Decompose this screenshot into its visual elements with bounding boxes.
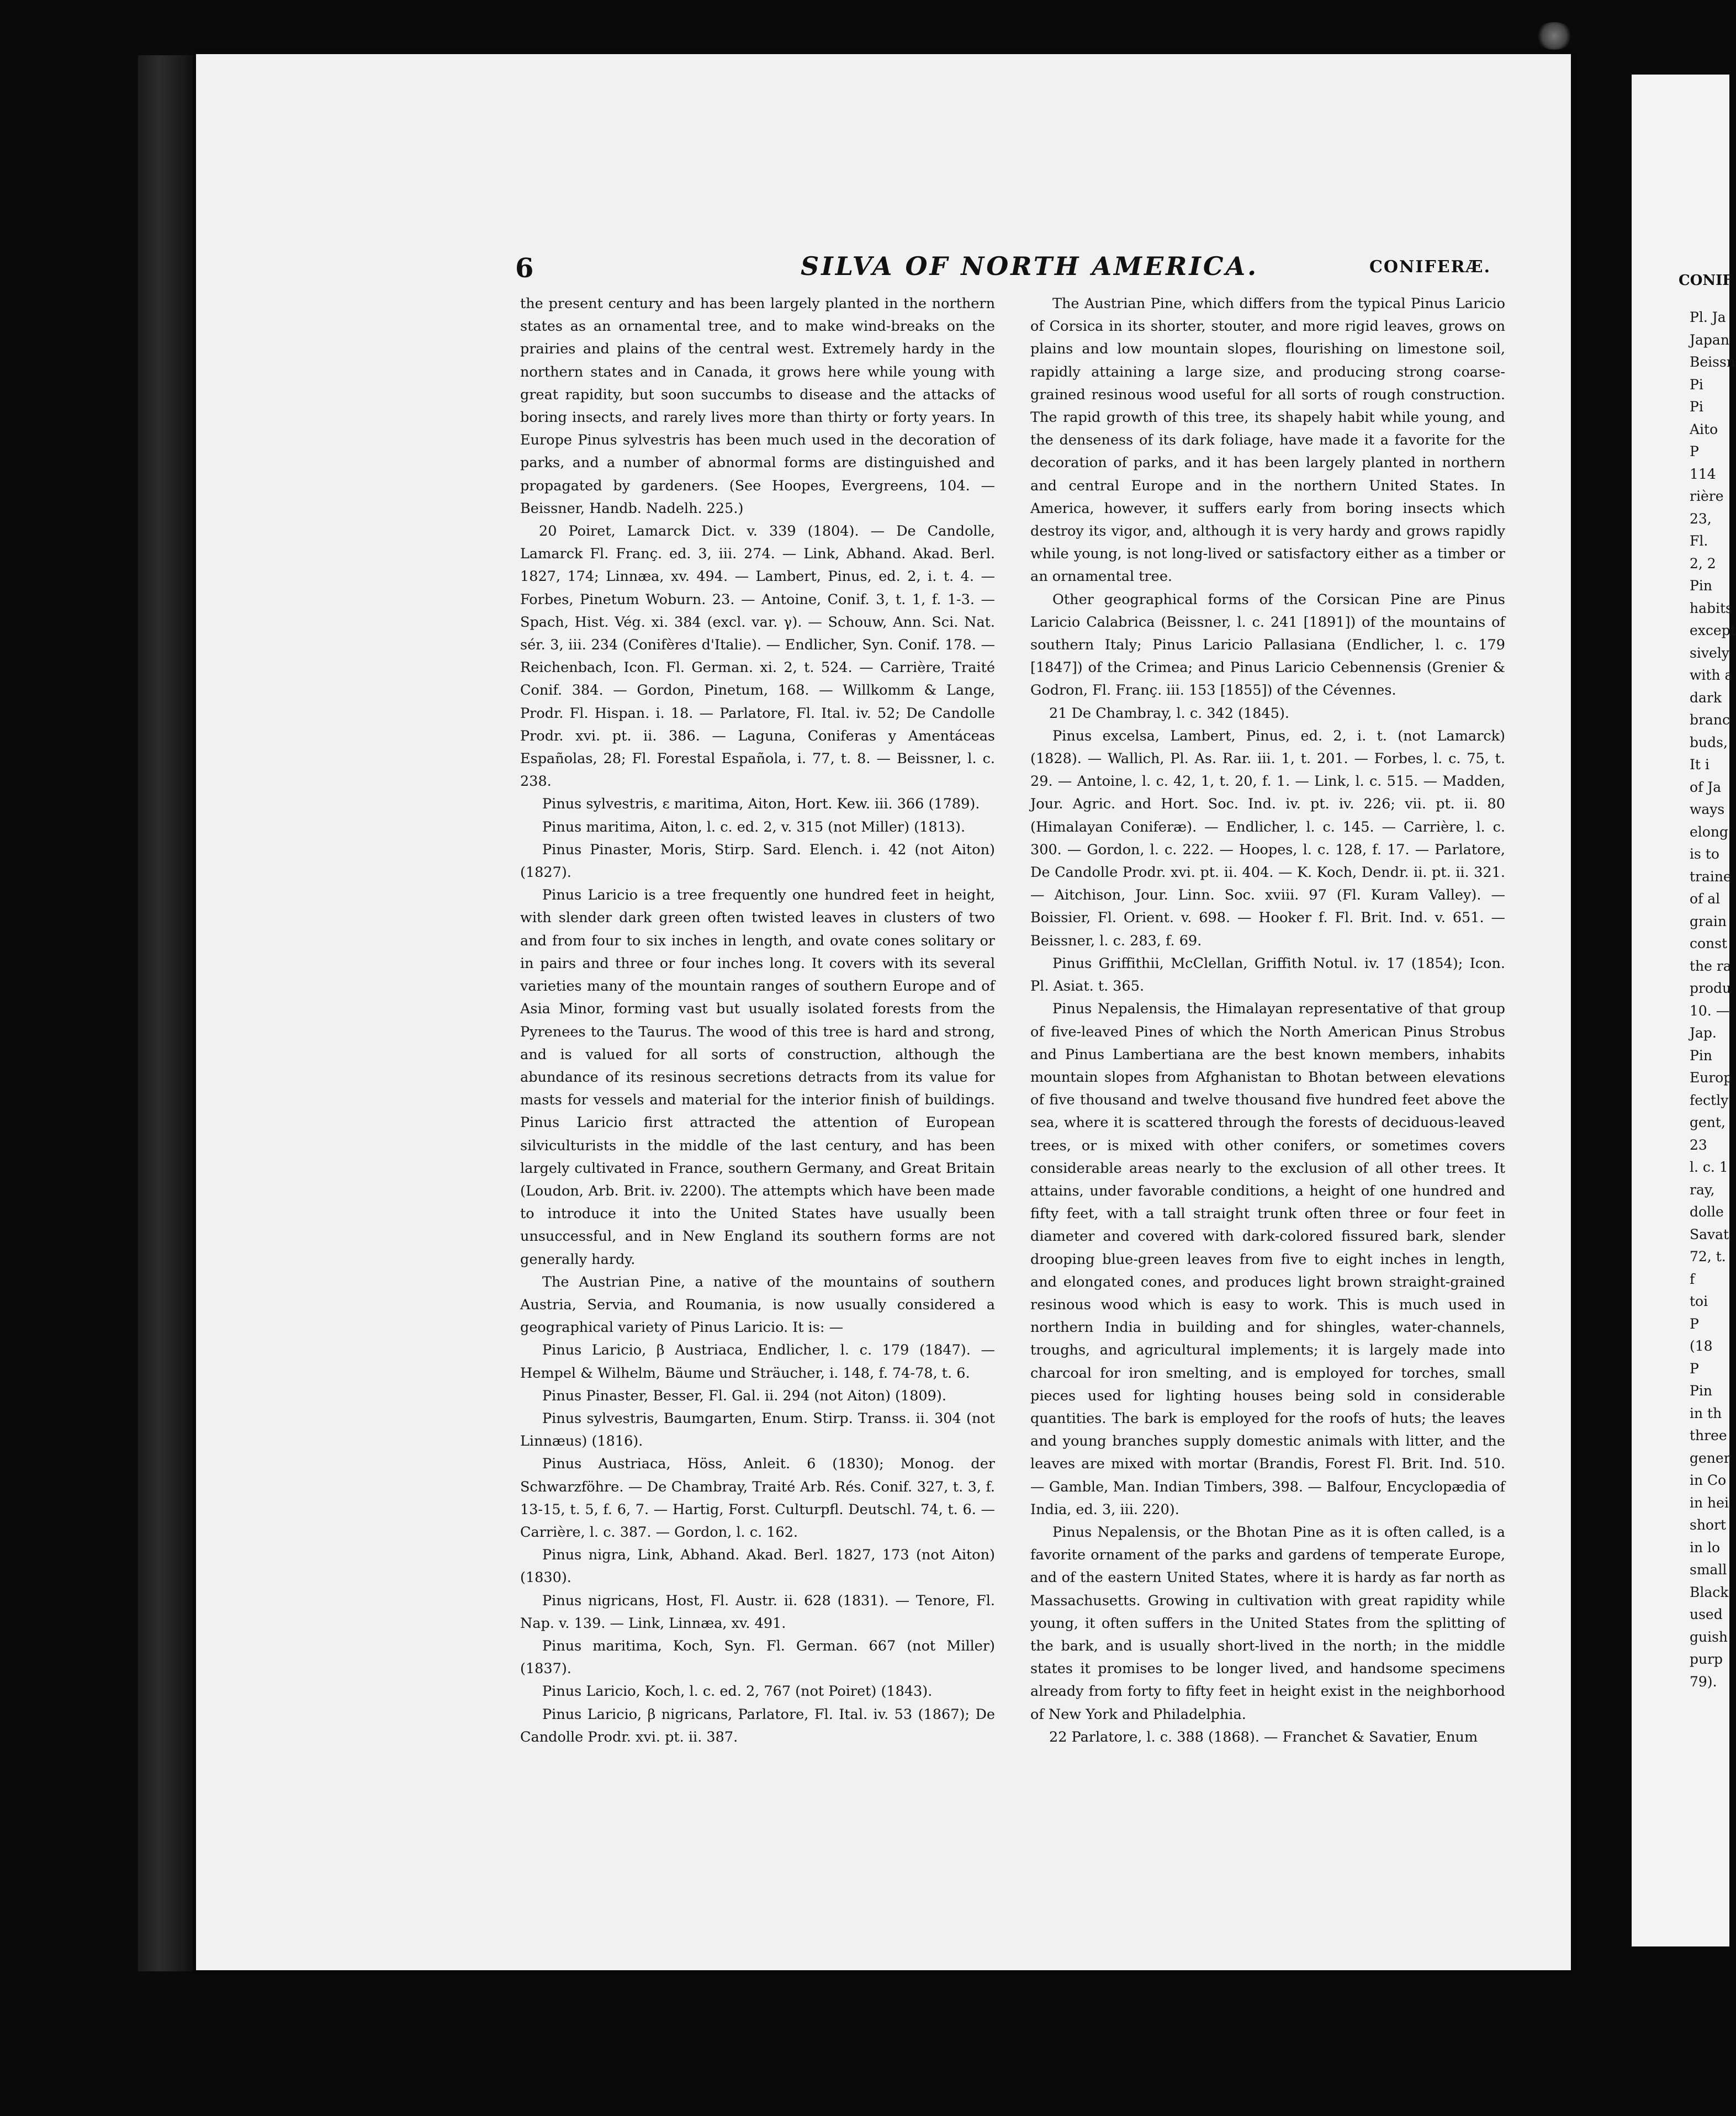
synonym-citation: Pinus nigricans, Host, Fl. Austr. ii. 628 (1831). — Tenore, Fl. Nap. v. 139. — Link, Linnæa, xv. 491. xyxy=(520,1592,995,1632)
fragment-line: in hei xyxy=(1690,1494,1729,1511)
synonym-citation: Pinus nigra, Link, Abhand. Akad. Berl. 1827, 173 (not Aiton) (1830). xyxy=(520,1547,995,1586)
fragment-line: of al xyxy=(1690,891,1721,907)
fragment-line: guish xyxy=(1690,1628,1728,1645)
book-spine-shadow xyxy=(138,55,193,1971)
body-paragraph: Pinus Nepalensis, the Himalayan representative of that group of five-leaved Pines of which the North American Pinus Strobus and Pinus Lambertiana are the best known members, inhabits mountain slopes from Afghanistan to Bhotan between elevations of five thousand and twelve thousand five hundred feet above the sea, where it is scattered through the forests of deciduous-leaved trees, or is mixed with other conifers, or sometimes covers considerable areas nearly to the exclusion of all other trees. It attains, under favorable conditions, a height of one hundred and fifty feet, with a tall straight trunk often three or four feet in diameter and covered with dark-colored fissured bark, slender drooping blue-green leaves from five to eight inches in length, and elongated cones, and produces light brown straight-grained resinous wood which is easy to work. This is much used in northern India in building and for shingles, water-channels, troughs, and agricultural implements; it is largely made into charcoal for iron smelting, and is employed for torches, small pieces used for lighting houses being sold in considerable quantities. The bark is employed for the roofs of huts; the leaves and young branches supply domestic animals with litter, and the leaves are mixed with mortar (Brandis, Forest Fl. Brit. Ind. 510. — Gamble, Man. Indian Timbers, 398. — Balfour, Encyclopædia of India, ed. 3, iii. 220). xyxy=(1030,1001,1505,1518)
synonym-citation: Pinus sylvestris, ε maritima, Aiton, Hort. Kew. iii. 366 (1789). xyxy=(542,796,980,813)
synonym-citation: Pinus Laricio, Koch, l. c. ed. 2, 767 (not Poiret) (1843). xyxy=(542,1683,933,1700)
synonym-citation: Pinus Laricio, β Austriaca, Endlicher, l. c. 179 (1847). — Hempel & Wilhelm, Bäume und Sträucher, i. 148, f. 74-78, t. 6. xyxy=(520,1342,995,1382)
fragment-line: Savat xyxy=(1690,1226,1729,1242)
fragment-line: 114 xyxy=(1690,465,1716,482)
fragment-line: 79). xyxy=(1690,1673,1717,1690)
fragment-line: Pi xyxy=(1690,399,1703,415)
fragment-line: l. c. 1 xyxy=(1690,1159,1728,1175)
fragment-line: Japan xyxy=(1690,331,1729,348)
fragment-line: ray, xyxy=(1690,1181,1715,1198)
scan-artifact xyxy=(1535,22,1574,50)
running-title: SILVA OF NORTH AMERICA. xyxy=(801,251,1259,281)
fragment-line: Pi xyxy=(1690,376,1703,393)
fragment-line: sively xyxy=(1690,644,1729,661)
fragment-line: the ra xyxy=(1690,958,1732,974)
fragment-line: branc xyxy=(1690,712,1730,728)
fragment-line: habits xyxy=(1690,600,1733,616)
synonym-citation: Pinus maritima, Koch, Syn. Fl. German. 667 (not Miller) (1837). xyxy=(520,1637,995,1678)
fragment-line: Pl. Ja xyxy=(1690,309,1726,325)
fragment-line: of Ja xyxy=(1690,779,1722,795)
body-paragraph: Pinus Nepalensis, or the Bhotan Pine as it is often called, is a favorite ornament of the parks and gardens of temperate Europe, and of the eastern United States, where it is hardy as far north as Massachusetts. Growing in cultivation with great rapidity while young, it often suffers in the United States from the splitting of the bark, and is usually short-lived in the north; in the middle states it promises to be longer lived, and handsome specimens already from forty to fifty feet in height exist in the neighborhood of New York and Philadelphia. xyxy=(1030,1523,1505,1723)
fragment-line: P xyxy=(1690,443,1699,459)
footnote-paragraph: 22 Parlatore, l. c. 388 (1868). — Franchet & Savatier, Enum xyxy=(1049,1728,1478,1745)
synonym-citation: Pinus Austriaca, Höss, Anleit. 6 (1830); Monog. der Schwarzföhre. — De Chambray, Traité Arb. Rés. Conif. 327, t. 3, f. 13-15, t. 5, f. 6, 7. — Hartig, Forst. Culturpfl. Deutschl. 74, t. 6. — Carrière, l. c. 387. — Gordon, l. c. 162. xyxy=(520,1456,995,1541)
fragment-line: with a xyxy=(1690,667,1733,683)
fragment-line: used xyxy=(1690,1606,1723,1622)
synonym-citation: Pinus Griffithii, McClellan, Griffith Notul. iv. 17 (1854); Icon. Pl. Asiat. t. 365. xyxy=(1030,955,1505,995)
fragment-line: dolle xyxy=(1690,1204,1724,1220)
fragment-line: Pin xyxy=(1690,1383,1712,1399)
fragment-line: elong xyxy=(1690,823,1728,840)
next-page-header: CONIF xyxy=(1679,272,1733,289)
fragment-line: fectly xyxy=(1690,1092,1729,1108)
fragment-line: rière xyxy=(1690,488,1724,504)
fragment-line: 72, t. xyxy=(1690,1249,1726,1265)
fragment-line: Fl. xyxy=(1690,533,1708,549)
fragment-line: P xyxy=(1690,1315,1699,1332)
fragment-line: Pin xyxy=(1690,1047,1712,1064)
fragment-line: short xyxy=(1690,1517,1726,1533)
fragment-line: traine xyxy=(1690,868,1732,885)
synonym-citation: Pinus excelsa, Lambert, Pinus, ed. 2, i. t. (not Lamarck) (1828). — Wallich, Pl. As. Rar. iii. 1, t. 201. — Forbes, l. c. 75, t. 29. — Antoine, l. c. 42, 1, t. 20, f. 1. — Link, l. c. 515. — Madden, Jour. Agric. and Hort. Soc. Ind. iv. pt. iv. 226; vii. pt. ii. 80 (Himalayan Coniferæ). — Endlicher, l. c. 145. — Carrière, l. c. 300. — Gordon, l. c. 222. — Hoopes, l. c. 128, f. 17. — Parlatore, De Candolle Prodr. xvi. pt. ii. 404. — K. Koch, Dendr. ii. pt. ii. 321. — Aitchison, Jour. Linn. Soc. xviii. 97 (Fl. Kuram Valley). — Boissier, Fl. Orient. v. 698. — Hooker f. Fl. Brit. Ind. v. 651. — Beissner, l. c. 283, f. 69. xyxy=(1030,727,1505,949)
body-paragraph: Pinus Laricio is a tree frequently one hundred feet in height, with slender dark green often twisted leaves in clusters of two and from four to six inches in length, and ovate cones solitary or in pairs and three or four inches long. It covers with its several varieties many of the mountain ranges of southern Europe and of Asia Minor, forming vast but usually isolated forests from the Pyrenees to the Taurus. The wood of this tree is hard and strong, and is valued for all sorts of construction, although the abundance of its resinous secretions detracts from its value for masts for vessels and material for the interior finish of buildings. Pinus Laricio first attracted the attention of European silviculturists in the middle of the last century, and has been largely cultivated in France, southern Germany, and Great Britain (Loudon, Arb. Brit. iv. 2200). The attempts which have been made to introduce it into the United States have usually been unsuccessful, and in New England its southern forms are not generally hardy. xyxy=(520,887,995,1268)
fragment-line: is to xyxy=(1690,846,1719,862)
fragment-line: Pin xyxy=(1690,578,1712,594)
fragment-line: (18 xyxy=(1690,1338,1713,1354)
body-paragraph: The Austrian Pine, a native of the mountains of southern Austria, Servia, and Roumania, is now usually considered a geographical variety of Pinus Laricio. It is: — xyxy=(520,1273,995,1336)
fragment-line: ways xyxy=(1690,801,1725,817)
body-paragraph: The Austrian Pine, which differs from the typical Pinus Laricio of Corsica in its shorter, stouter, and more rigid leaves, grows on plains and low mountain slopes, flourishing on limestone soil, rapidly attaining a large size, and producing strong coarse-grained resinous wood useful for all sorts of rough construction. The rapid growth of this tree, its shapely habit while young, and the denseness of its dark foliage, have made it a favorite for the decoration of parks, and it has been largely planted in northern and central Europe and in the northern United States. In America, however, it suffers early from boring insects which destroy its vigor, and, although it is very hardy and grows rapidly while young, is not long-lived or satisfactory either as a timber or an ornamental tree. xyxy=(1030,295,1505,585)
fragment-line: in Co xyxy=(1690,1472,1727,1488)
fragment-line: grain xyxy=(1690,913,1727,929)
fragment-line: Black xyxy=(1690,1584,1729,1600)
fragment-line: in lo xyxy=(1690,1539,1721,1556)
fragment-line: produ xyxy=(1690,980,1732,996)
fragment-line: 2, 2 xyxy=(1690,555,1716,572)
fragment-line: Aito xyxy=(1690,421,1718,437)
left-text-column xyxy=(520,293,995,1749)
section-heading: CONIFERÆ. xyxy=(1369,257,1491,277)
fragment-line: 10. — xyxy=(1690,1002,1730,1019)
fragment-line: toi xyxy=(1690,1293,1708,1309)
fragment-line: f xyxy=(1690,1271,1695,1287)
body-paragraph: the present century and has been largely planted in the northern states as an ornamental tree, and to make wind-breaks on the prairies and plains of the central west. Extremely hardy in the northern states and in Canada, it grows here while young with great rapidity, but soon succumbs to disease and the attacks of boring insects, and rarely lives more than thirty or forty years. In Europe Pinus sylvestris has been much used in the decoration of parks, and a number of abnormal forms are distinguished and propagated by gardeners. (See Hoopes, Evergreens, 104. — Beissner, Handb. Nadelh. 225.) xyxy=(520,295,995,517)
synonym-citation: Pinus maritima, Aiton, l. c. ed. 2, v. 315 (not Miller) (1813). xyxy=(542,818,966,835)
fragment-line: const xyxy=(1690,935,1728,951)
synonym-citation: Pinus Pinaster, Moris, Stirp. Sard. Elench. i. 42 (not Aiton) (1827). xyxy=(520,841,995,881)
fragment-line: gent, xyxy=(1690,1114,1726,1130)
synonym-citation: Pinus Laricio, β nigricans, Parlatore, Fl. Ital. iv. 53 (1867); De Candolle Prodr. xvi. pt. ii. 387. xyxy=(520,1706,995,1745)
synonym-citation: Pinus sylvestris, Baumgarten, Enum. Stirp. Transs. ii. 304 (not Linnæus) (1816). xyxy=(520,1410,995,1450)
page-number: 6 xyxy=(515,253,534,284)
fragment-line: in th xyxy=(1690,1405,1722,1421)
fragment-line: purp xyxy=(1690,1651,1723,1667)
synonym-citation: Pinus Pinaster, Besser, Fl. Gal. ii. 294 (not Aiton) (1809). xyxy=(542,1387,946,1404)
fragment-line: except xyxy=(1690,622,1736,638)
fragment-line: small xyxy=(1690,1562,1727,1578)
fragment-line: P xyxy=(1690,1360,1699,1377)
fragment-line: 23 xyxy=(1690,1136,1707,1153)
fragment-line: gener xyxy=(1690,1450,1730,1466)
body-paragraph: Other geographical forms of the Corsican Pine are Pinus Laricio Calabrica (Beissner, l. c. 241 [1891]) of the mountains of southern Italy; Pinus Laricio Pallasiana (Endlicher, l. c. 179 [1847]) of the Crimea; and Pinus Laricio Cebennensis (Grenier & Godron, Fl. Franç. iii. 153 [1855]) of the Cévennes. xyxy=(1030,591,1505,699)
fragment-line: Beissn xyxy=(1690,354,1735,370)
fragment-line: three xyxy=(1690,1427,1727,1443)
footnote-paragraph: 21 De Chambray, l. c. 342 (1845). xyxy=(1049,705,1289,722)
footnote-paragraph: 20 Poiret, Lamarck Dict. v. 339 (1804). — De Candolle, Lamarck Fl. Franç. ed. 3, iii. 274. — Link, Abhand. Akad. Berl. 1827, 174; Linnæa, xv. 494. — Lambert, Pinus, ed. 2, i. t. 4. — Forbes, Pinetum Woburn. 23. — Antoine, Conif. 3, t. 1, f. 1-3. — Spach, Hist. Vég. xi. 384 (excl. var. γ). — Schouw, Ann. Sci. Nat. sér. 3, iii. 234 (Conifères d'Italie). — Endlicher, Syn. Conif. 178. — Reichenbach, Icon. Fl. German. xi. 2, t. 524. — Carrière, Traité Conif. 384. — Gordon, Pinetum, 168. — Willkomm & Lange, Prodr. Fl. Hispan. i. 18. — Parlatore, Fl. Ital. iv. 52; De Candolle Prodr. xvi. pt. ii. 386. — Laguna, Coniferas y Amentáceas Españolas, 28; Fl. Forestal Española, i. 77, t. 8. — Beissner, l. c. 238. xyxy=(520,523,995,790)
fragment-line: Europ xyxy=(1690,1070,1733,1086)
right-text-column xyxy=(1030,293,1505,1749)
fragment-line: It i xyxy=(1690,757,1709,773)
fragment-line: buds, xyxy=(1690,734,1728,750)
fragment-line: 23, xyxy=(1690,510,1712,527)
fragment-line: dark xyxy=(1690,689,1722,706)
fragment-line: Jap. xyxy=(1690,1025,1717,1041)
next-page-text-fragment xyxy=(1690,306,1736,1693)
